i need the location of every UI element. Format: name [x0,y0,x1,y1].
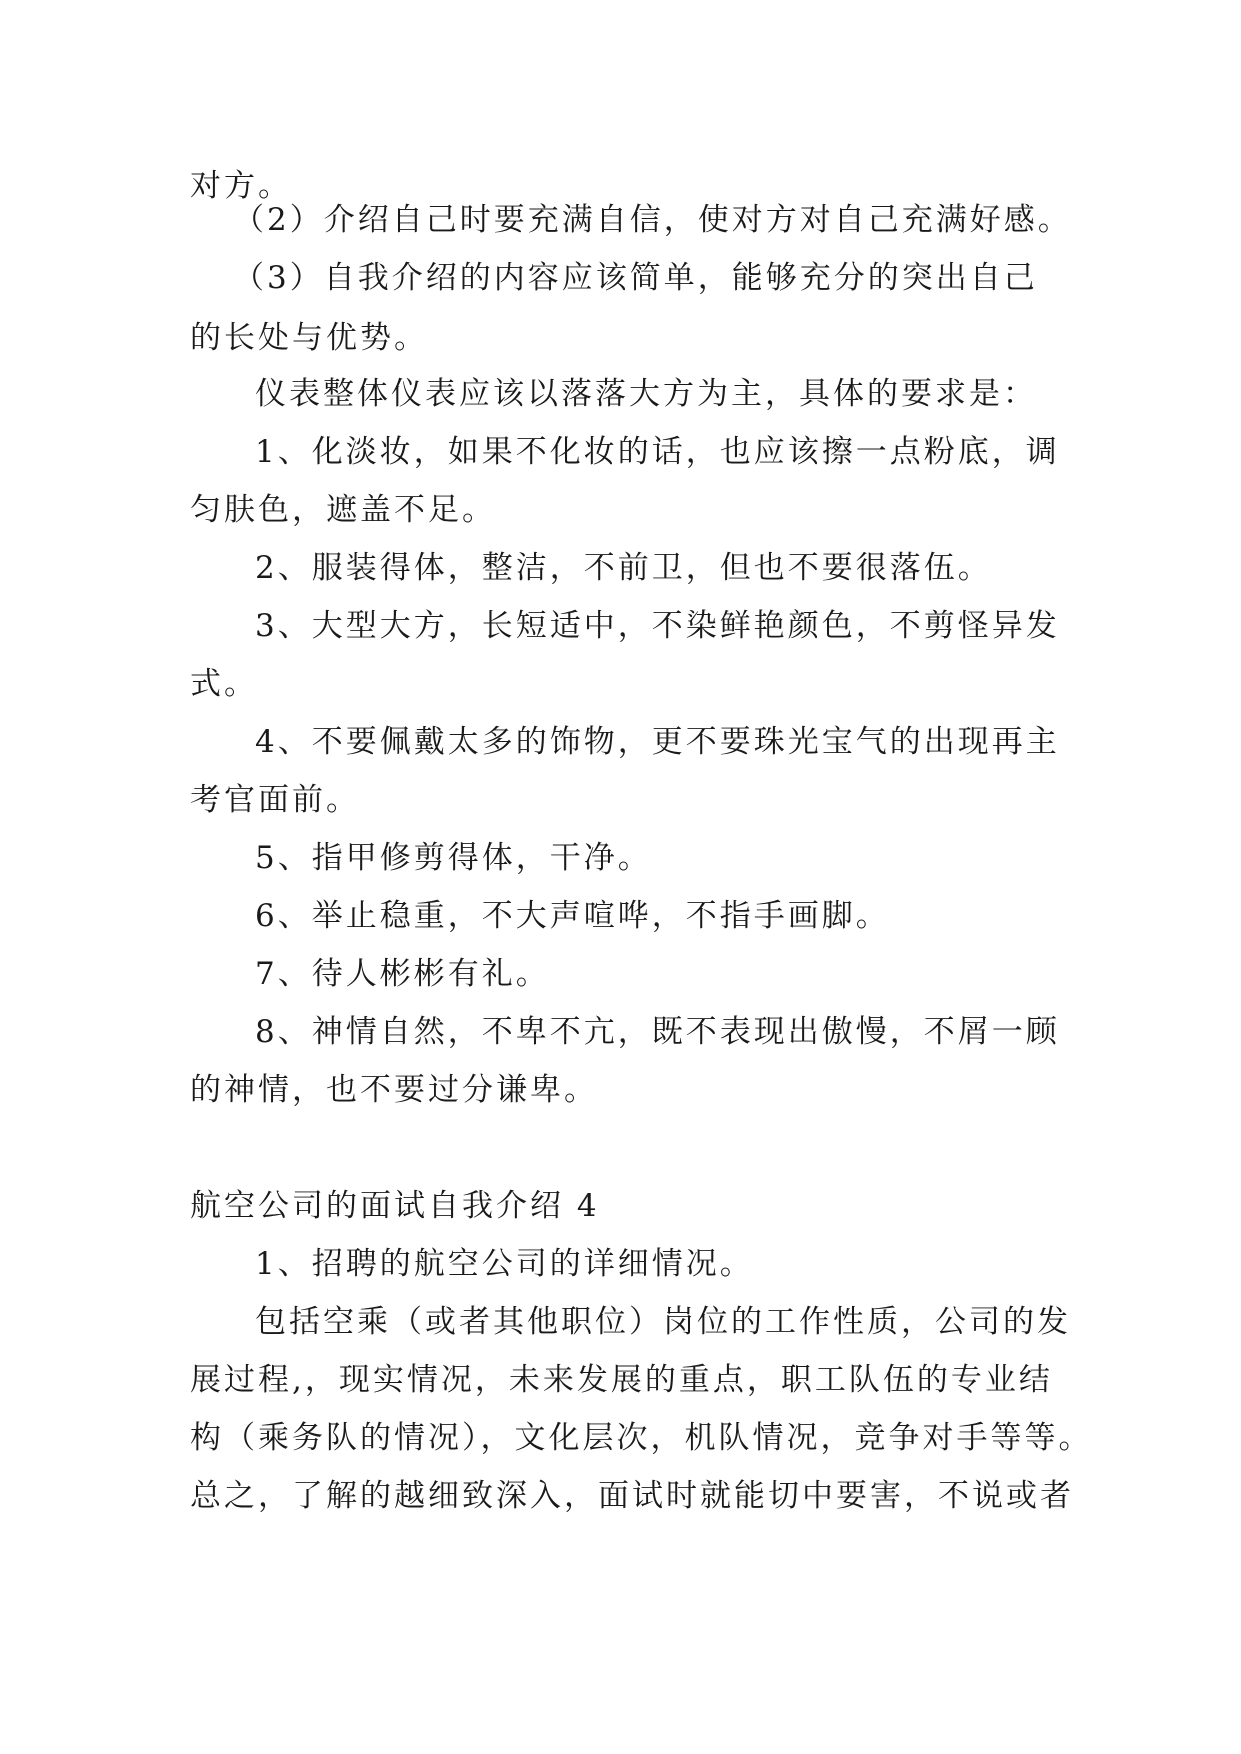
text-line: 仪表整体仪表应该以落落大方为主，具体的要求是： [255,376,1037,412]
text-line: 总之，了解的越细致深入，面试时就能切中要害，不说或者 [190,1478,1074,1514]
text-line: 1、化淡妆，如果不化妆的话，也应该擦一点粉底，调 [255,434,1060,470]
text-line: 展过程,，现实情况，未来发展的重点，职工队伍的专业结 [190,1362,1053,1398]
text-line: 对方。 [190,168,292,204]
text-line: 1、招聘的航空公司的详细情况。 [255,1246,754,1282]
text-line: 考官面前。 [190,782,360,818]
text-line: （3）自我介绍的内容应该简单，能够充分的突出自己 [233,260,1038,296]
text-line: 的神情，也不要过分谦卑。 [190,1072,598,1108]
text-line: 7、待人彬彬有礼。 [255,956,550,992]
text-line: 4、不要佩戴太多的饰物，更不要珠光宝气的出现再主 [255,724,1060,760]
text-line: 5、指甲修剪得体，干净。 [255,840,652,876]
text-line: 匀肤色，遮盖不足。 [190,492,496,528]
section-heading: 航空公司的面试自我介绍 4 [190,1188,600,1224]
text-line: 2、服装得体，整洁，不前卫，但也不要很落伍。 [255,550,992,586]
text-line: （2）介绍自己时要充满自信，使对方对自己充满好感。 [233,202,1072,238]
text-line: 6、举止稳重，不大声喧哗，不指手画脚。 [255,898,890,934]
text-line: 的长处与优势。 [190,320,428,356]
text-line: 构（乘务队的情况），文化层次，机队情况，竞争对手等等。 [190,1420,1093,1456]
text-line: 8、神情自然，不卑不亢，既不表现出傲慢，不屑一顾 [255,1014,1060,1050]
text-line: 3、大型大方，长短适中，不染鲜艳颜色，不剪怪异发 [255,608,1060,644]
text-line: 包括空乘（或者其他职位）岗位的工作性质，公司的发 [255,1304,1071,1340]
text-line: 式。 [190,666,258,702]
